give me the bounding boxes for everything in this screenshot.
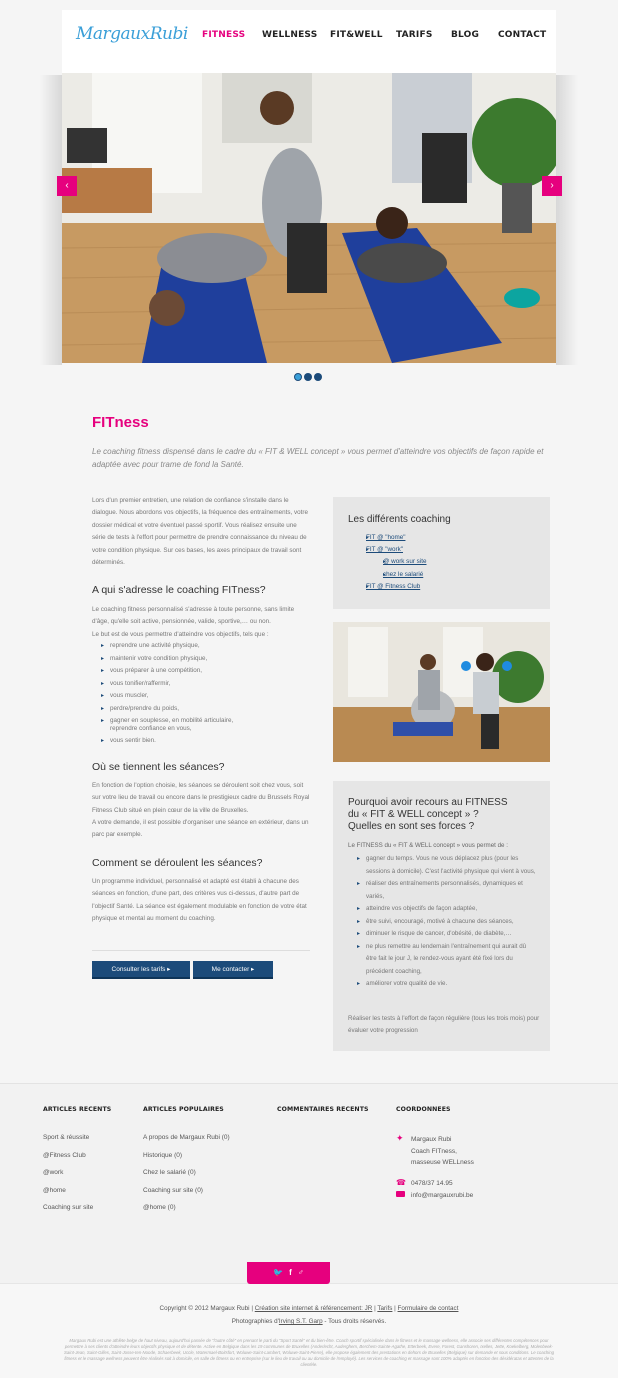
facebook-icon[interactable]: f xyxy=(289,1268,292,1277)
list-item: ▸ vous préparer à une compétition, xyxy=(92,665,310,678)
contact-details: Margaux Rubi Coach FITness, masseuse WELLness xyxy=(411,1136,474,1166)
nav-wellness[interactable]: WELLNESS xyxy=(262,30,318,40)
coaching-types-box xyxy=(333,497,550,609)
footer-comments-title: COMMENTAIRES RECENTS xyxy=(277,1106,369,1113)
link-fit-home[interactable]: FIT @ "home" xyxy=(366,534,406,541)
why-list xyxy=(348,853,538,991)
why-fitness-box xyxy=(333,781,550,1051)
why-intro: Le FITNESS du « FIT & WELL concept » vous permet de : xyxy=(348,842,508,849)
coaching-links xyxy=(358,534,538,595)
link-fit-club[interactable]: FIT @ Fitness Club xyxy=(366,582,421,590)
intro-paragraph: Lors d'un premier entretien, une relation de confiance s'installe dans le dialogue. Nous abordons vos objectifs, la fréquence des entraînements, votre dossier médical et votre éventuel passé sportif. Vous réalisez ensuite une série de tests à l'effort pour permettre de prendre connaissance du niveau de votre condition physique. Sur ces bases, les axes principaux de travail sont déterminés. xyxy=(92,497,308,567)
coaching-box-title: Les différents coaching xyxy=(348,514,451,525)
heading-who: A qui s'adresse le coaching FITness? xyxy=(92,584,266,596)
list-item: ▸ perdre/prendre du poids, xyxy=(92,703,310,716)
link-at-employee[interactable]: chez le salarié xyxy=(383,570,424,578)
nav-fitwell[interactable]: FIT&WELL xyxy=(330,30,383,40)
intro-text: Le coaching fitness dispensé dans le cadre du « FIT & WELL concept » vous permet d'atteindre vos objectifs de façon rapide et adaptée avec pour trame de fond la Santé. xyxy=(92,447,544,469)
list-item: ▸ atteindre vos objectifs de façon adaptée, xyxy=(348,903,538,916)
popular-link-3[interactable]: Chez le salarié (0) xyxy=(143,1169,196,1176)
slider-prev-button[interactable]: ‹ xyxy=(57,176,77,196)
popular-link-1[interactable]: A propos de Margaux Rubi (0) xyxy=(143,1134,230,1141)
how-paragraph: Un programme individuel, personnalisé et adapté est établi à chacune des séances en fonction, d'une part, des critères vus ci-dessus, d'autre part de l'objectif Santé. La séance est également modulable en fonction de votre état physique et mental au moment du coaching. xyxy=(92,878,307,923)
nav-blog[interactable]: BLOG xyxy=(451,30,480,40)
slider-dot-3[interactable] xyxy=(314,373,322,381)
slider-shadow-left xyxy=(40,75,62,365)
person-icon: ✦ xyxy=(396,1133,404,1143)
list-item: ▸ ne plus remettre au lendemain l'entraînement qui aurait dû être fait le jour J, le rendez-vous ayant été fixé lors du précédent coaching, xyxy=(348,941,538,979)
where-paragraph: En fonction de l'option choisie, les séances se déroulent soit chez vous, soit sur votre lieu de travail ou encore dans le prestigieux cadre du Brussels Royal Fitness Club situé en plein cœur de la ville de Bruxelles. xyxy=(92,782,310,814)
list-item xyxy=(358,571,538,583)
who-paragraph: Le coaching fitness personnalisé s'adresse à toute personne, sans limite d'âge, qu'elle soit active, pensionnée, valide, sportive,… ou non. xyxy=(92,606,295,626)
list-item: ▸ reprendre une activité physique, xyxy=(92,640,310,653)
creation-link[interactable]: Création site internet & référencement: JR xyxy=(254,1305,373,1312)
phone-icon: ☎ xyxy=(396,1178,406,1187)
popular-link-2[interactable]: Historique (0) xyxy=(143,1152,183,1159)
slider-shadow-right xyxy=(556,75,578,365)
goals-list xyxy=(92,640,310,748)
heading-where: Où se tiennent les séances? xyxy=(92,761,225,773)
list-item: ▸ améliorer votre qualité de vie. xyxy=(348,978,538,991)
contact-me-button[interactable]: Me contacter ▸ xyxy=(193,961,273,979)
recent-link-3[interactable]: @work xyxy=(43,1169,64,1176)
list-item: ▸ vous tonifier/raffermir, xyxy=(92,678,310,691)
link-work-on-site[interactable]: @ work sur site xyxy=(383,558,427,566)
heading-how: Comment se déroulent les séances? xyxy=(92,857,263,869)
photo-credits: Photographies d'Irving S.T. Garp - Tous droits réservés. xyxy=(231,1318,387,1325)
list-item: ▸ être suivi, encouragé, motivé à chacune des séances, xyxy=(348,916,538,929)
site-header xyxy=(62,10,556,73)
recent-link-2[interactable]: @Fitness Club xyxy=(43,1152,86,1159)
link-fit-work[interactable]: FIT @ "work" xyxy=(366,546,403,554)
goal-paragraph: Le but est de vous permettre d'atteindre vos objectifs, tels que : xyxy=(92,631,269,638)
hero-slider xyxy=(62,73,556,363)
footer-popular-title: ARTICLES POPULAIRES xyxy=(143,1106,224,1113)
hero-photo xyxy=(62,73,556,363)
list-item xyxy=(358,583,538,595)
divider xyxy=(92,950,310,951)
email-icon xyxy=(396,1191,405,1197)
page-title: FITness xyxy=(92,414,149,431)
phone-number[interactable]: 0478/37 14.95 xyxy=(411,1180,453,1187)
nav-fitness[interactable]: FITNESS xyxy=(202,30,246,40)
twitter-icon[interactable]: 🐦 xyxy=(273,1268,284,1277)
popular-link-5[interactable]: @home (0) xyxy=(143,1204,176,1211)
recent-link-5[interactable]: Coaching sur site xyxy=(43,1204,94,1211)
seo-text: Margaux Rubi est une athlète belge de haut niveau, aujourd'hui passée de "l'autre côté" en prenant le parti du "Sport Santé" et du bien-être. Coach sportif spécialisée dans le fitness et le massage wellness, elle associe ses différentes compétences pour permettre à ses clients d'atteindre leurs objectifs physique et de détente. Active en Belgique dans les 19 communes de Bruxelles (Anderlecht, Auderghem, Berchem-Sainte-Agathe, Etterbeek, Evere, Forest, Ganshoren, Ixelles, Jette, Koekelberg, Molenbeek-Saint-Jean, Saint-Gilles, Saint-Josse-ten-Noode, Schaerbeek, Uccle, Watermael-Boitsfort, Woluwe-Saint-Lambert, Woluwe-Saint-Pierre), elle propose également des prestations en dehors de Bruxelles (Belgique) sur demande et sous conditions. Le coaching fitness et le massage wellness peuvent être réalisés soit à domicile, en salle de fitness ou en entreprise (sur le lieu de travail ou au domicile de l'employé). Les services de coaching et massage sont 100% adaptés en fonction des désidératas et attentes de la clientèle. xyxy=(63,1338,554,1367)
where-paragraph-2: A votre demande, il est possible d'organiser une séance en extérieur, dans un parc par exemple. xyxy=(92,819,309,839)
why-outro: Réaliser les tests à l'effort de façon régulière (tous les trois mois) pour évaluer votre progression xyxy=(348,1015,540,1034)
list-item xyxy=(358,546,538,558)
site-logo[interactable]: MargauxRubi xyxy=(76,24,188,44)
footer-recent-title: ARTICLES RECENTS xyxy=(43,1106,112,1113)
list-item: ▸ vous muscler, xyxy=(92,690,310,703)
nav-contact[interactable]: CONTACT xyxy=(498,30,547,40)
list-item: ▸ vous sentir bien. xyxy=(92,735,310,748)
slider-dot-2[interactable] xyxy=(304,373,312,381)
email-link[interactable]: info@margauxrubi.be xyxy=(411,1192,474,1199)
recent-link-1[interactable]: Sport & réussite xyxy=(43,1134,90,1141)
slider-dot-1[interactable] xyxy=(294,373,302,381)
copyright-line: Copyright © 2012 Margaux Rubi | Création site internet & référencement: JR | Tarifs | Formulaire de contact xyxy=(159,1305,459,1312)
main-nav xyxy=(62,30,556,44)
slider-pagination xyxy=(294,373,324,383)
list-item: ▸ réaliser des entraînements personnalisés, dynamiques et variés, xyxy=(348,878,538,903)
social-tab xyxy=(247,1262,330,1284)
list-item xyxy=(358,534,538,546)
coaching-photo xyxy=(333,622,550,762)
footer xyxy=(0,1083,618,1283)
list-item: ▸ diminuer le risque de cancer, d'obésité, de diabète,… xyxy=(348,928,538,941)
list-item xyxy=(358,558,538,570)
list-item: ▸ maintenir votre condition physique, xyxy=(92,653,310,666)
tarifs-link[interactable]: Tarifs xyxy=(377,1305,393,1312)
nav-tarifs[interactable]: TARIFS xyxy=(396,30,433,40)
footer-contact-title: COORDONNEES xyxy=(396,1106,451,1113)
recent-link-4[interactable]: @home xyxy=(43,1187,66,1194)
contact-form-link[interactable]: Formulaire de contact xyxy=(397,1305,459,1312)
slider-next-button[interactable]: › xyxy=(542,176,562,196)
view-rates-button[interactable]: Consulter les tarifs ▸ xyxy=(92,961,190,979)
list-item: ▸ gagner du temps. Vous ne vous déplacez plus (pour les sessions à domicile). C'est l'activité physique qui vient à vous, xyxy=(348,853,538,878)
popular-link-4[interactable]: Coaching sur site (0) xyxy=(143,1187,203,1194)
list-item: ▸ gagner en souplesse, en mobilité articulaire, reprendre confiance en vous, xyxy=(92,715,310,735)
profile-icon[interactable]: ♂ xyxy=(297,1268,304,1277)
why-box-title: Pourquoi avoir recours au FITNESS du « FIT & WELL concept » ? Quelles en sont ses forces ? xyxy=(348,797,508,832)
photographer-link[interactable]: Irving S.T. Garp xyxy=(278,1318,323,1325)
